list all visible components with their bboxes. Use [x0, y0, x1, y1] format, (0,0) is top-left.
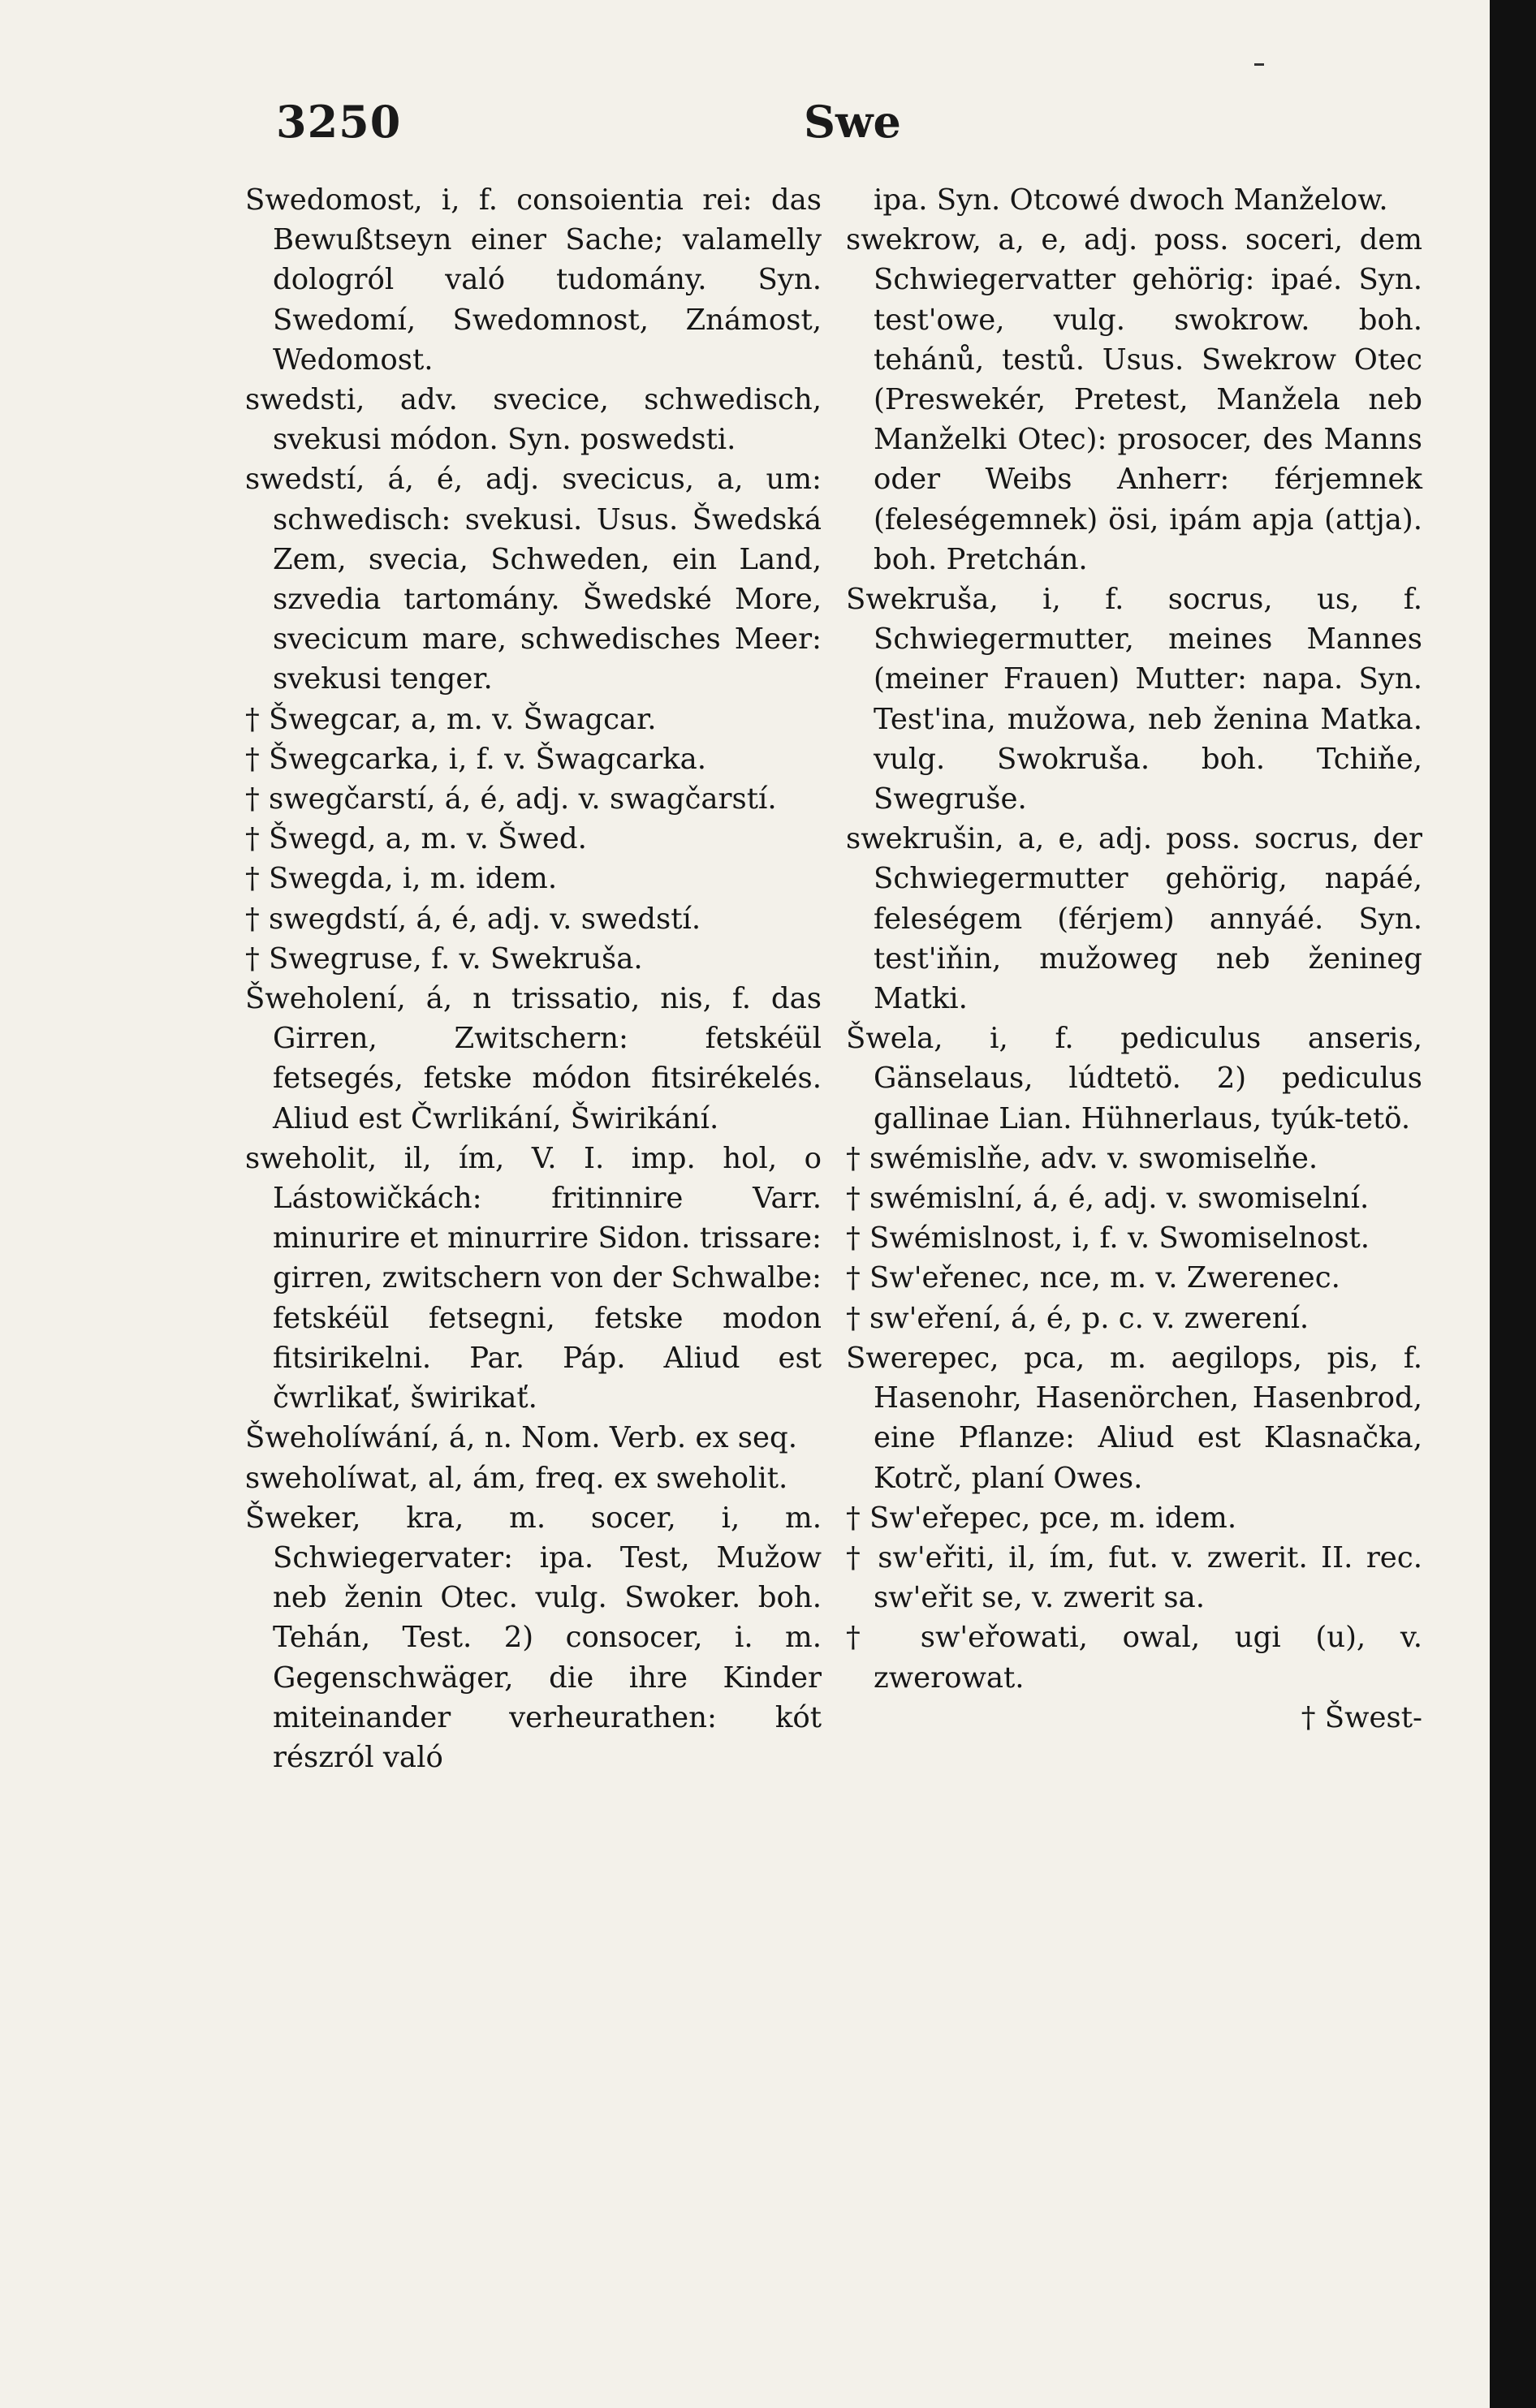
dictionary-entry: † Šwegcarka, i, f. v. Šwagcarka. — [245, 742, 707, 776]
dictionary-entry: † swegdstí, á, é, adj. v. swedstí. — [245, 902, 701, 936]
dictionary-entry-continuation: ipa. Syn. Otcowé dwoch Manželow. — [874, 183, 1388, 217]
right-column — [846, 180, 1422, 1738]
dictionary-entry: † swémislňe, adv. v. swomiselňe. — [846, 1141, 1318, 1175]
dictionary-entry: † Sw'eřepec, pce, m. idem. — [846, 1501, 1237, 1535]
dictionary-entry: Swedomost, i, f. consoientia rei: das Bewußtseyn einer Sache; valamelly dologról való tudomány. Syn. Swedomí, Swedomnost, Známost, Wedomost. — [245, 183, 822, 377]
dictionary-entry: Šweker, kra, m. socer, i, m. Schwiegervater: ipa. Test, Mužow neb ženin Otec. vulg. Swoker. boh. Tehán, Test. 2) consocer, i. m. Gegenschwäger, die ihre Kinder miteinander verheurathen: kót részról való — [245, 1501, 822, 1774]
dictionary-entry: Šwela, i, f. pediculus anseris, Gänselaus, lúdtetö. 2) pediculus gallinae Lian. Hühnerlaus, tyúk-tetö. — [846, 1022, 1422, 1135]
dictionary-entry: † sw'eření, á, é, p. c. v. zwerení. — [846, 1301, 1309, 1335]
dictionary-entry: Šweholíwání, á, n. Nom. Verb. ex seq. — [245, 1421, 798, 1455]
dictionary-entry: † swémislní, á, é, adj. v. swomiselní. — [846, 1182, 1370, 1216]
dictionary-entry: sweholit, il, ím, V. I. imp. hol, o Lástowičkách: fritinnire Varr. minurire et minurrire Sidon. trissare: girren, zwitschern von der Schwalbe: fetskéül fetsegni, fetske modon fitsirikelni. Par. Páp. Aliud est čwrlikať, šwirikať. — [245, 1141, 822, 1415]
catchword: † Šwest- — [1301, 1700, 1422, 1734]
dictionary-entry: † Swegda, i, m. idem. — [245, 862, 558, 896]
dictionary-entry: swekrow, a, e, adj. poss. soceri, dem Schwiegervatter gehörig: ipaé. Syn. test'owe, vulg. swokrow. boh. tehánů, testů. Usus. Swekrow Otec (Preswekér, Pretest, Manžela neb Manželki Otec): prosocer, des Manns oder Weibs Anherr: férjemnek (feleségemnek) ösi, ipám apja (attja). boh. Pretchán. — [846, 223, 1422, 576]
dictionary-entry: † sw'eřowati, owal, ugi (u), v. zwerowat. — [846, 1621, 1422, 1695]
dictionary-entry: † Sw'eřenec, nce, m. v. Zwerenec. — [846, 1261, 1340, 1295]
dictionary-entry: Swerepec, pca, m. aegilops, pis, f. Hasenohr, Hasenörchen, Hasenbrod, eine Pflanze: Aliud est Klasnačka, Kotrč, planí Owes. — [846, 1341, 1422, 1495]
dictionary-entry: † Šwegd, a, m. v. Šwed. — [245, 822, 587, 856]
dictionary-entry: swekrušin, a, e, adj. poss. socrus, der Schwiegermutter gehörig, napáé, feleségem (férjem) annyáé. Syn. test'iňin, mužoweg neb ženineg Matki. — [846, 822, 1422, 1016]
left-column — [245, 180, 822, 1777]
dictionary-entry: † Swegruse, f. v. Swekruša. — [245, 941, 643, 976]
scan-border — [1490, 0, 1536, 2408]
dictionary-entry: † Swémislnost, i, f. v. Swomiselnost. — [846, 1221, 1370, 1256]
dictionary-entry: swedstí, á, é, adj. svecicus, a, um: schwedisch: svekusi. Usus. Šwedská Zem, svecia, Schweden, ein Land, szvedia tartomány. Šwedské More, svecicum mare, schwedisches Meer: svekusi tenger. — [245, 463, 822, 696]
dictionary-entry: † sw'eřiti, il, ím, fut. v. zwerit. II. rec. sw'eřit se, v. zwerit sa. — [846, 1540, 1422, 1615]
page-number: 3250 — [276, 96, 402, 148]
running-head: Swe — [804, 96, 901, 148]
dictionary-entry: Swekruša, i, f. socrus, us, f. Schwiegermutter, meines Mannes (meiner Frauen) Mutter: napa. Syn. Test'ina, mužowa, neb ženina Matka. vulg. Swokruša. boh. Tchiňe, Swegruše. — [846, 583, 1422, 816]
page-header — [0, 96, 1490, 161]
dictionary-entry: sweholíwat, al, ám, freq. ex sweholit. — [245, 1461, 788, 1495]
margin-mark — [1254, 63, 1264, 66]
dictionary-entry: Šweholení, á, n trissatio, nis, f. das Girren, Zwitschern: fetskéül fetsegés, fetske módon fitsirékelés. Aliud est Čwrlikání, Šwirikání. — [245, 982, 822, 1135]
dictionary-entry: † Šwegcar, a, m. v. Šwagcar. — [245, 702, 657, 736]
dictionary-entry: † swegčarstí, á, é, adj. v. swagčarstí. — [245, 782, 777, 816]
dictionary-entry: swedsti, adv. svecice, schwedisch, svekusi módon. Syn. poswedsti. — [245, 383, 822, 457]
